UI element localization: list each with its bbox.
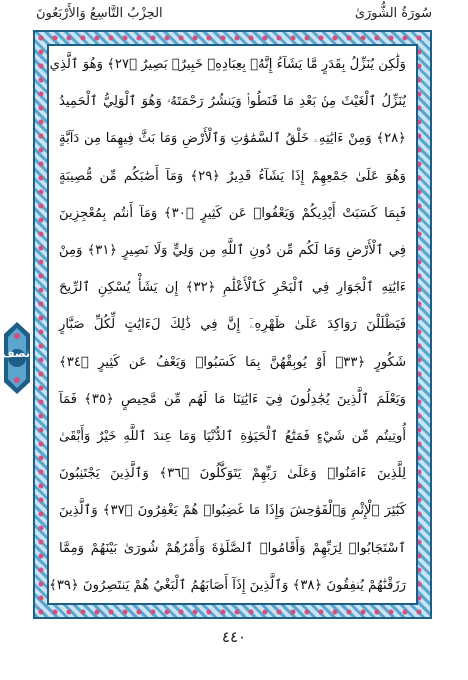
page-number: ٤٤٠: [221, 628, 247, 646]
surah-name: سُورَةُ الشُّورَىٰ: [354, 6, 432, 21]
text-line: لِلَّذِينَ ءَامَنُوا۟ وَعَلَىٰ رَبِّهِمْ يَتَوَكَّلُونَ ﴿٣٦﴾ وَٱلَّذِينَ يَجْتَنِبُونَ: [59, 466, 407, 482]
text-line: فَيَظْلَلْنَ رَوَاكِدَ عَلَىٰ ظَهْرِهِۦٓ إِنَّ فِي ذَٰلِكَ لَءَايَٰتٍ لِّكُلِّ صَبَّارٍ: [59, 317, 406, 333]
hizb-marker-label: نصف: [1, 347, 30, 360]
text-line: وَهُوَ عَلَىٰ جَمْعِهِمْ إِذَا يَشَآءُ قَدِيرٌ ﴿٢٩﴾ وَمَآ أَصَٰبَكُم مِّن مُّصِيبَةٍ: [59, 168, 406, 184]
text-line: ءَايَٰتِهِ ٱلْجَوَارِ فِي ٱلْبَحْرِ كَٱلْأَعْلَٰمِ ﴿٣٢﴾ إِن يَشَأْ يُسْكِنِ ٱلرِّيحَ: [59, 280, 406, 296]
text-line: فَبِمَا كَسَبَتْ أَيْدِيكُمْ وَيَعْفُوا۟ عَن كَثِيرٍ ﴿٣٠﴾ وَمَآ أَنتُم بِمُعْجِزِينَ: [59, 205, 406, 221]
text-line: فِي ٱلْأَرْضِ وَمَا لَكُم مِّن دُونِ ٱللَّهِ مِن وَلِيٍّ وَلَا نَصِيرٍ ﴿٣١﴾ وَمِنْ: [59, 243, 406, 259]
text-line: ٱسْتَجَابُوا۟ لِرَبِّهِمْ وَأَقَامُوا۟ ٱلصَّلَوٰةَ وَأَمْرُهُمْ شُورَىٰ بَيْنَهُمْ وَمِمَّا: [59, 540, 406, 556]
juz-label: الحِزْبُ التَّاسِعُ وَالأَرْبَعُونَ: [36, 6, 163, 21]
ornamental-frame: [33, 30, 432, 619]
text-line: رَزَقْنَٰهُمْ يُنفِقُونَ ﴿٣٨﴾ وَٱلَّذِينَ إِذَآ أَصَابَهُمُ ٱلْبَغْيُ هُمْ يَنتَصِرُونَ ﴿٣٩﴾: [49, 577, 406, 593]
quran-text[interactable]: [49, 52, 407, 599]
text-line: وَيَعْلَمَ ٱلَّذِينَ يُجَٰدِلُونَ فِيٓ ءَايَٰتِنَا مَا لَهُم مِّن مَّحِيصٍ ﴿٣٥﴾ فَمَآ: [59, 391, 406, 407]
text-line: ﴿٢٨﴾ وَمِنْ ءَايَٰتِهِۦ خَلْقُ ٱلسَّمَٰوَٰتِ وَٱلْأَرْضِ وَمَا بَثَّ فِيهِمَا مِن دَآبَّةٍ: [59, 131, 406, 147]
text-line: أُوتِيتُم مِّن شَيْءٍ فَمَتَٰعُ ٱلْحَيَوٰةِ ٱلدُّنْيَا وَمَا عِندَ ٱللَّهِ خَيْرٌ وَأَبْقَىٰ: [59, 429, 406, 445]
text-line: يُنَزِّلُ ٱلْغَيْثَ مِنۢ بَعْدِ مَا قَنَطُوا۟ وَيَنشُرُ رَحْمَتَهُۥ وَهُوَ ٱلْوَلِيُّ ٱلْحَمِيدُ: [59, 94, 406, 110]
page-header: [36, 6, 432, 28]
text-line: كَبَٰٓئِرَ ٱلْإِثْمِ وَٱلْفَوَٰحِشَ وَإِذَا مَا غَضِبُوا۟ هُمْ يَغْفِرُونَ ﴿٣٧﴾ وَٱلَّذِينَ: [59, 503, 406, 519]
text-line: شَكُورٍ ﴿٣٣﴾ أَوْ يُوبِقْهُنَّ بِمَا كَسَبُوا۟ وَيَعْفُ عَن كَثِيرٍ ﴿٣٤﴾: [59, 354, 406, 370]
text-line: وَلَٰكِن يُنَزِّلُ بِقَدَرٍ مَّا يَشَآءُ إِنَّهُۥ بِعِبَادِهِۦ خَبِيرٌۢ بَصِيرٌ ﴿٢٧﴾ وَهُوَ ٱلَّذِي: [49, 57, 406, 72]
text-panel: [47, 44, 418, 605]
